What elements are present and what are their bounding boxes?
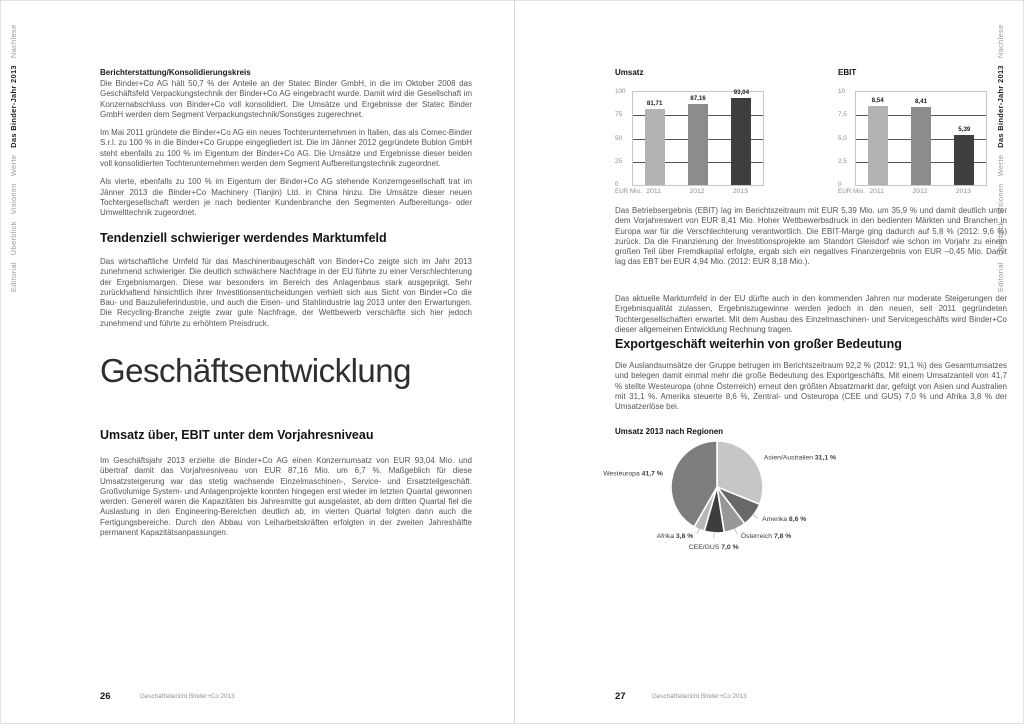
chapter-title: Geschäftsentwicklung bbox=[100, 352, 411, 389]
bar-value-label: 8,54 bbox=[871, 96, 884, 104]
paragraph: Im Geschäftsjahr 2013 erzielte die Binder+Co AG einen Konzernumsatz von EUR 93,04 Mio. und übertraf damit das Vorjahresniveau von EUR 87,16 Mio. um 6,7 %. Maßgeblich für diese Umsatzsteigerung war das stetig wachsende Einzelmaschinen-, Service- und Ersatzteilgeschäft. Großvolumige System- und Anlagenprojekte konnten hingegen erst wieder im letzten Quartal gewonnen werden. Generell waren die Kapazitäten bis Jahresmitte gut ausgelastet, ab dem dritten Quartal fiel die Auslastung in den Engineering-Bereichen deutlich ab, im vierten Quartal folgten dann auch die Fertigungsbereiche. Durch den Abbau von Leiharbeitskräften erfolgten in der zweiten Jahreshälfte permanent Kapazitätsanpassungen. bbox=[100, 456, 472, 538]
x-tick-label: 2012 bbox=[912, 188, 928, 195]
paragraph: Das aktuelle Marktumfeld in der EU dürfte auch in den kommenden Jahren nur moderate Steigerungen der Ergebnisqualität zulassen, Ergebniszugewinne werden jedoch in den neuen, seit 2011 gegründeten Tochtergesellschaften erwartet. Mit dem Ausbau des Einzelmaschinen- und Servicegeschäfts wird Binder+Co dieser allgemeinen Entwicklung Rechnung tragen. bbox=[615, 294, 1007, 334]
pie-label-CEE/GUS: CEE/GUS 7,0 % bbox=[688, 543, 739, 551]
bar-value-label: 8,41 bbox=[914, 97, 928, 105]
page-right bbox=[603, 0, 1007, 724]
paragraph: Das wirtschaftliche Umfeld für das Maschinenbaugeschäft von Binder+Co zeigte sich im Jahr 2013 zunehmend schwieriger. Die deutlich schwächere Nachfrage in der EU führte zu einer Verschlechterung der Ergebnismargen. Diese war besonders im Bereich des Anlagenbaus stark ausgeprägt. Sehr zurückhaltend hinsichtlich ihrer Investitionsentscheidungen verhielt sich aus Sicht von Binder+Co die Bau- und Bauzulieferindustrie, und auch die Eisen- und Stahlindustrie lag 2013 unter den Erwartungen. Die Recycling-Branche zeigte zwar gute Nachfrage, der Wettbewerb verschärfte sich hier jedoch zunehmend und führte zu erhöhtem Preisdruck. bbox=[100, 257, 472, 328]
chart-title: EBIT bbox=[838, 68, 857, 77]
chart-plot bbox=[615, 88, 785, 209]
consolidation-section bbox=[100, 68, 472, 227]
page-number-right: 27 bbox=[615, 691, 626, 702]
page-left bbox=[100, 0, 472, 724]
regions-pie-chart bbox=[603, 438, 1007, 588]
vertical-nav-item: Nachlese bbox=[996, 24, 1005, 59]
x-tick-label: 2013 bbox=[732, 188, 748, 195]
plot-area bbox=[855, 91, 987, 186]
axis-unit-label: EUR Mio. bbox=[838, 188, 865, 195]
x-tick-label: 2012 bbox=[689, 188, 705, 195]
vertical-nav-item: Editorial bbox=[996, 262, 1005, 292]
ebit-bar-chart bbox=[838, 68, 1008, 209]
bar-value-label: 5,39 bbox=[958, 125, 971, 133]
x-tick-label: 2013 bbox=[955, 188, 971, 195]
paragraph: Die Binder+Co AG hält 50,7 % der Anteile an der Statec Binder GmbH, in die im Oktober 2008 das Geschäftsfeld Verpackungstechnik der Binder+Co AG eingebracht wurde. Damit wird die Gesellschaft im Konzernabschluss von Binder+Co voll konsolidiert. Die Umsätze und Ergebnisse der Statec Binder GmbH werden dem Segment Verpackungstechnik/Sonstiges zugerechnet. bbox=[100, 79, 472, 119]
bar-2011 bbox=[645, 109, 665, 185]
x-axis bbox=[855, 188, 985, 198]
footer-label-right: Geschäftsbericht Binder+Co 2013 bbox=[652, 693, 747, 700]
y-tick-label: 100 bbox=[615, 88, 626, 95]
chart-title: Umsatz bbox=[615, 68, 644, 77]
footer-label-left: Geschäftsbericht Binder+Co 2013 bbox=[140, 693, 235, 700]
section-title: Exportgeschäft weiterhin von großer Bedeutung bbox=[615, 337, 902, 351]
umsatz-bar-chart bbox=[615, 68, 785, 209]
pie-label-Asien/Australien: Asien/Australien 31,1 % bbox=[763, 454, 837, 462]
vertical-nav-item: Visionen bbox=[9, 183, 18, 215]
ebit-text-1 bbox=[615, 206, 1007, 276]
pie-label-Amerika: Amerika 8,6 % bbox=[762, 516, 807, 524]
chart-plot bbox=[838, 88, 1008, 209]
pie-label-Afrika: Afrika 3,8 % bbox=[656, 532, 694, 540]
bar-value-label: 87,16 bbox=[690, 94, 706, 102]
bar-2013 bbox=[954, 135, 974, 185]
chapter-title-block bbox=[100, 352, 472, 390]
y-tick-label: 0 bbox=[615, 181, 619, 188]
vertical-nav-item: Das Binder-Jahr 2013 bbox=[996, 65, 1005, 148]
vertical-nav-item: Nachlese bbox=[9, 24, 18, 59]
vertical-nav-item: Visionen bbox=[996, 183, 1005, 215]
y-tick-label: 5,0 bbox=[838, 134, 847, 142]
paragraph: Das Betriebsergebnis (EBIT) lag im Berichtszeitraum mit EUR 5,39 Mio. um 35,9 % und damit deutlich unter dem Vorjahreswert von EUR 8,41 Mio. Hoher Wettbewerbsdruck in den bedienten Märkten und Branchen in Europa war für die Verschlechterung verantwortlich. Die EBIT-Marge ging dadurch auf 5,8 % (2012: 9,6 %) zurück. Da die Finanzierung der Investitionsprojekte am Standort Gleisdorf wie schon im Vorjahr zu einem großen Teil über Fremdkapital erfolgte, ergab sich ein negatives Finanzergebnis von EUR –0,45 Mio. Damit lag das EBT bei EUR 4,94 Mio. (2012: EUR 8,18 Mio.). bbox=[615, 206, 1007, 267]
vertical-nav-item: Werte bbox=[9, 154, 18, 177]
pie-svg bbox=[603, 438, 1007, 588]
section-title: Tendenziell schwieriger werdendes Marktumfeld bbox=[100, 231, 387, 245]
vertical-nav-item: Überblick bbox=[9, 221, 18, 256]
page-number-left: 26 bbox=[100, 691, 111, 702]
bar-2013 bbox=[731, 98, 751, 185]
axis-unit-label: EUR Mio. bbox=[615, 188, 642, 195]
paragraph: Als vierte, ebenfalls zu 100 % im Eigentum der Binder+Co AG stehende Konzerngesellschaft trat im Jänner 2013 die Binder+Co Machinery (Tianjin) Ltd. in China hinzu. Die Umsätze dieser neuen Tochtergesellschaft werden je nach bedienter Kundenbranche den Segmenten Aufbereitungs- oder Umwelttechnik zugeordnet. bbox=[100, 177, 472, 218]
vertical-nav-left bbox=[9, 17, 18, 292]
bar-value-label: 93,04 bbox=[733, 89, 750, 97]
export-section bbox=[615, 337, 1007, 363]
y-tick-label: 7,5 bbox=[838, 111, 847, 119]
bar-2012 bbox=[911, 107, 931, 185]
x-tick-label: 2011 bbox=[646, 188, 661, 195]
y-tick-label: 0 bbox=[838, 181, 842, 188]
x-tick-label: 2011 bbox=[869, 188, 884, 195]
section-kicker: Berichterstattung/Konsolidierungskreis bbox=[100, 68, 251, 77]
vertical-nav-item: Überblick bbox=[996, 221, 1005, 256]
y-tick-label: 2,5 bbox=[838, 157, 847, 165]
x-axis bbox=[632, 188, 762, 198]
chart-title: Umsatz 2013 nach Regionen bbox=[615, 427, 724, 436]
revenue-section bbox=[100, 428, 472, 546]
bar-value-label: 81,71 bbox=[646, 100, 663, 108]
y-axis bbox=[838, 88, 853, 188]
export-text bbox=[615, 361, 1007, 420]
vertical-nav-item: Werte bbox=[996, 154, 1005, 177]
vertical-nav-item: Editorial bbox=[9, 262, 18, 292]
y-tick-label: 75 bbox=[615, 111, 623, 119]
section-title: Umsatz über, EBIT unter dem Vorjahresniveau bbox=[100, 428, 374, 442]
plot-area bbox=[632, 91, 764, 186]
y-tick-label: 25 bbox=[615, 157, 623, 165]
bar-2012 bbox=[688, 104, 708, 185]
paragraph: Die Auslandsumsätze der Gruppe betrugen im Berichtszeitraum 92,2 % (2012: 91,1 %) des Gesamtumsatzes und belegen damit einmal mehr die große Bedeutung des Exportgeschäfts. Mit einem Umsatzanteil von 41,7 % stellte Westeuropa (ohne Österreich) erneut den größten Absatzmarkt dar, gefolgt von Asien und Australien mit 31,1 %. Amerika steuerte 8,6 %, Zentral- und Osteuropa (CEE und GUS) 7,0 % und Afrika 3,8 % der Umsatzerlöse bei. bbox=[615, 361, 1007, 412]
y-tick-label: 50 bbox=[615, 134, 623, 142]
market-section bbox=[100, 231, 472, 337]
bar-2011 bbox=[868, 106, 888, 185]
y-tick-label: 10 bbox=[838, 88, 846, 95]
pie-label-Westeuropa: Westeuropa 41,7 % bbox=[603, 470, 663, 478]
pie-title-block bbox=[615, 427, 1007, 436]
vertical-nav-item: Das Binder-Jahr 2013 bbox=[9, 65, 18, 148]
pie-label-Österreich: Österreich 7,8 % bbox=[740, 532, 792, 540]
paragraph: Im Mai 2011 gründete die Binder+Co AG ein neues Tochterunternehmen in Italien, das als Comec-Binder S.r.l. zu 100 % in die Binder+Co Gruppe eingegliedert ist. Die im Jänner 2012 gegründete Bublon GmbH steht ebenfalls zu 100 % im Eigentum der Binder+Co AG. Die Umsätze und Ergebnisse dieser beiden voll konsolidierten Tochterunternehmen werden dem Segment Aufbereitungstechnik zugeordnet. bbox=[100, 128, 472, 169]
ebit-text-2 bbox=[615, 294, 1007, 343]
y-axis bbox=[615, 88, 630, 188]
page-spine-divider bbox=[514, 0, 515, 724]
